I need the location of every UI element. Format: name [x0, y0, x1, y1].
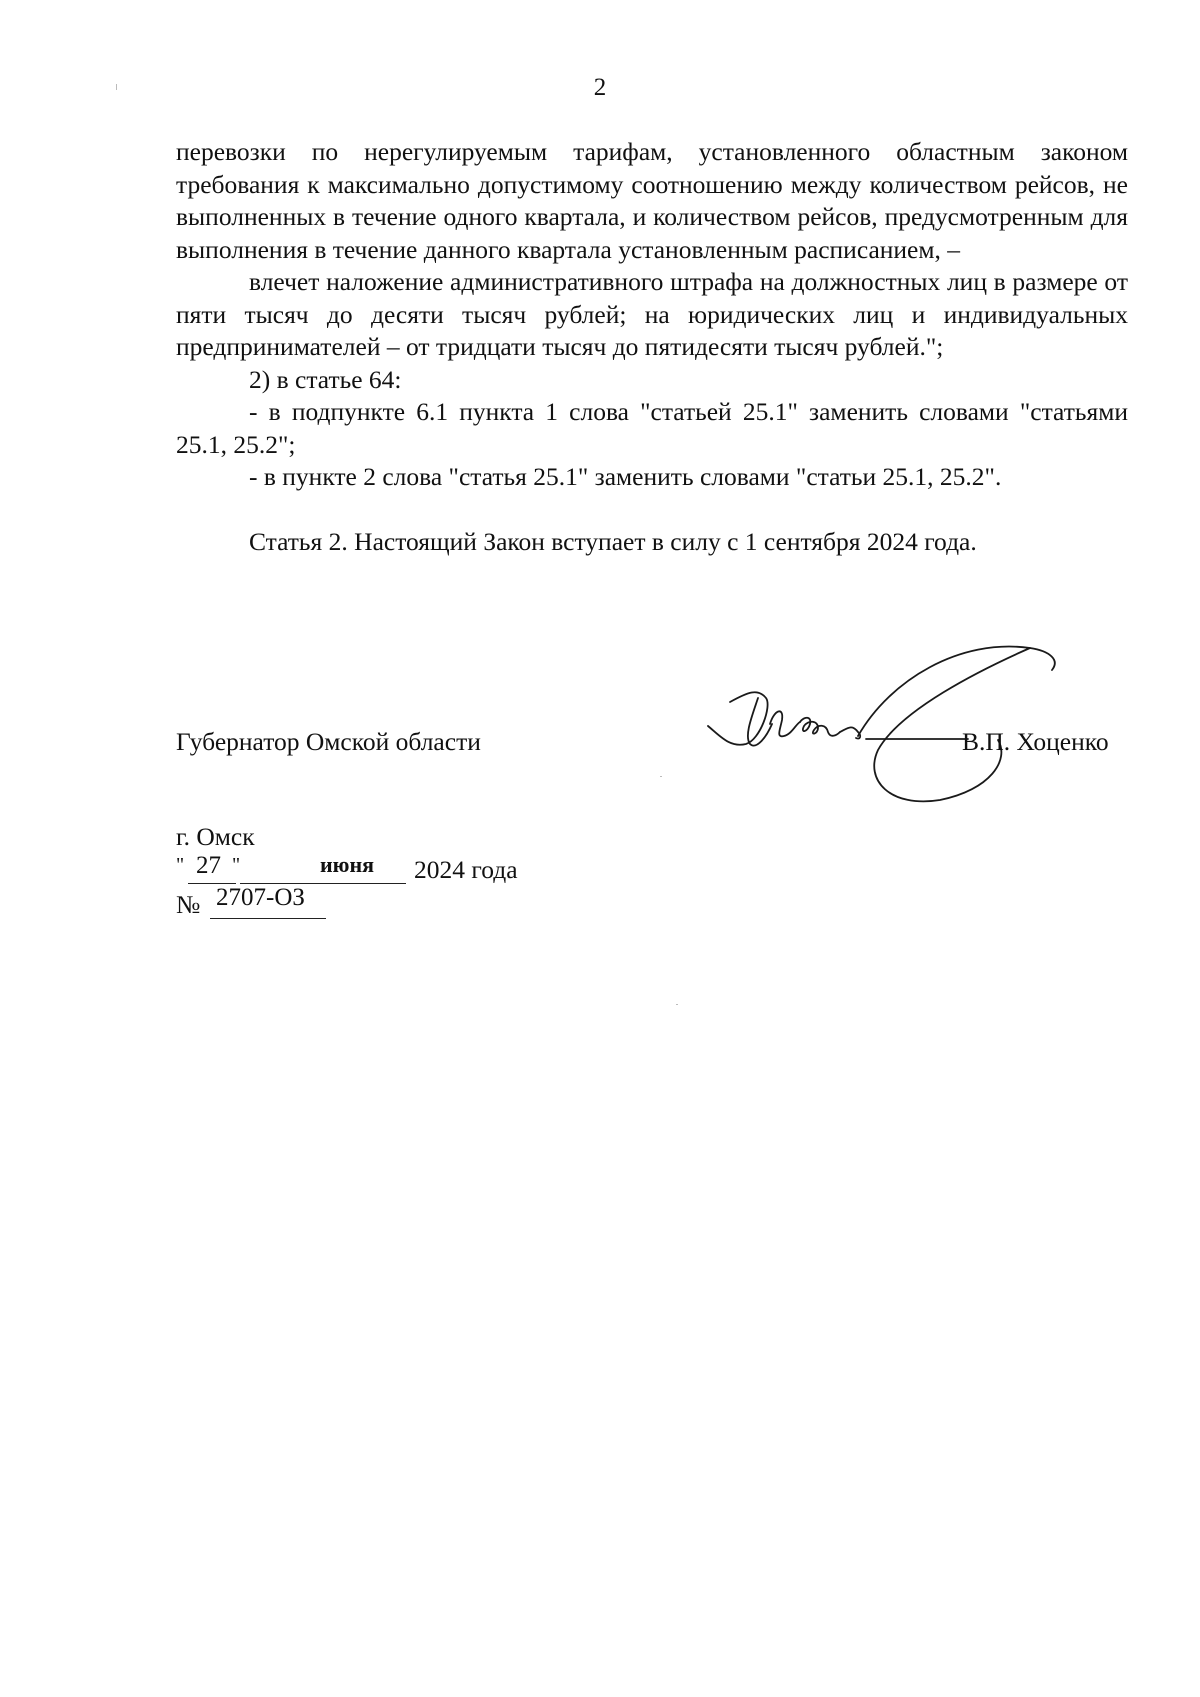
document-number: [176, 884, 376, 924]
page-number: 2: [593, 74, 607, 101]
scan-artifact: [676, 1004, 678, 1005]
number-sign: №: [176, 890, 201, 919]
date-day: 27: [196, 852, 221, 879]
number-underline: [210, 918, 326, 919]
article-2-paragraph: Статья 2. Настоящий Закон вступает в силу с 1 сентября 2024 года.: [249, 526, 977, 556]
scan-artifact: [660, 776, 662, 777]
date-quote-open: ": [176, 854, 185, 876]
date-month: июня: [320, 852, 375, 877]
number-value: 2707-ОЗ: [216, 884, 305, 911]
body-paragraph: влечет наложение административного штрафа на должностных лиц в размере от пяти тысяч до десяти тысяч рублей; на юридических лиц и индивидуальных предпринимателей – от тридцати тысяч до пятидесяти тысяч рублей.";: [176, 267, 1128, 361]
scan-artifact: [116, 84, 117, 90]
place-of-signing: г. Омск: [176, 822, 255, 851]
body-paragraph: - в подпункте 6.1 пункта 1 слова "статьей 25.1" заменить словами "статьями 25.1, 25.2";: [176, 397, 1128, 459]
signing-date: [176, 852, 606, 888]
body-paragraph: - в пункте 2 слова "статья 25.1" заменить словами "статьи 25.1, 25.2".: [249, 462, 1002, 491]
body-paragraph: 2) в статье 64:: [249, 364, 402, 394]
handwritten-signature: [700, 640, 1100, 810]
governor-name: В.П. Хоценко: [962, 727, 1109, 756]
body-paragraph: перевозки по нерегулируемым тарифам, установленного областным законом требования к максимально допустимому соотношению между количеством рейсов, не выполненных в течение одного квартала, и количеством рейсов, предусмотренным для выполнения в течение данного квартала установленным расписанием, –: [176, 137, 1128, 264]
date-year: 2024 года: [414, 855, 518, 884]
date-quote-close: ": [232, 854, 241, 876]
document-body: [176, 136, 1128, 558]
governor-title: Губернатор Омской области: [176, 727, 481, 756]
